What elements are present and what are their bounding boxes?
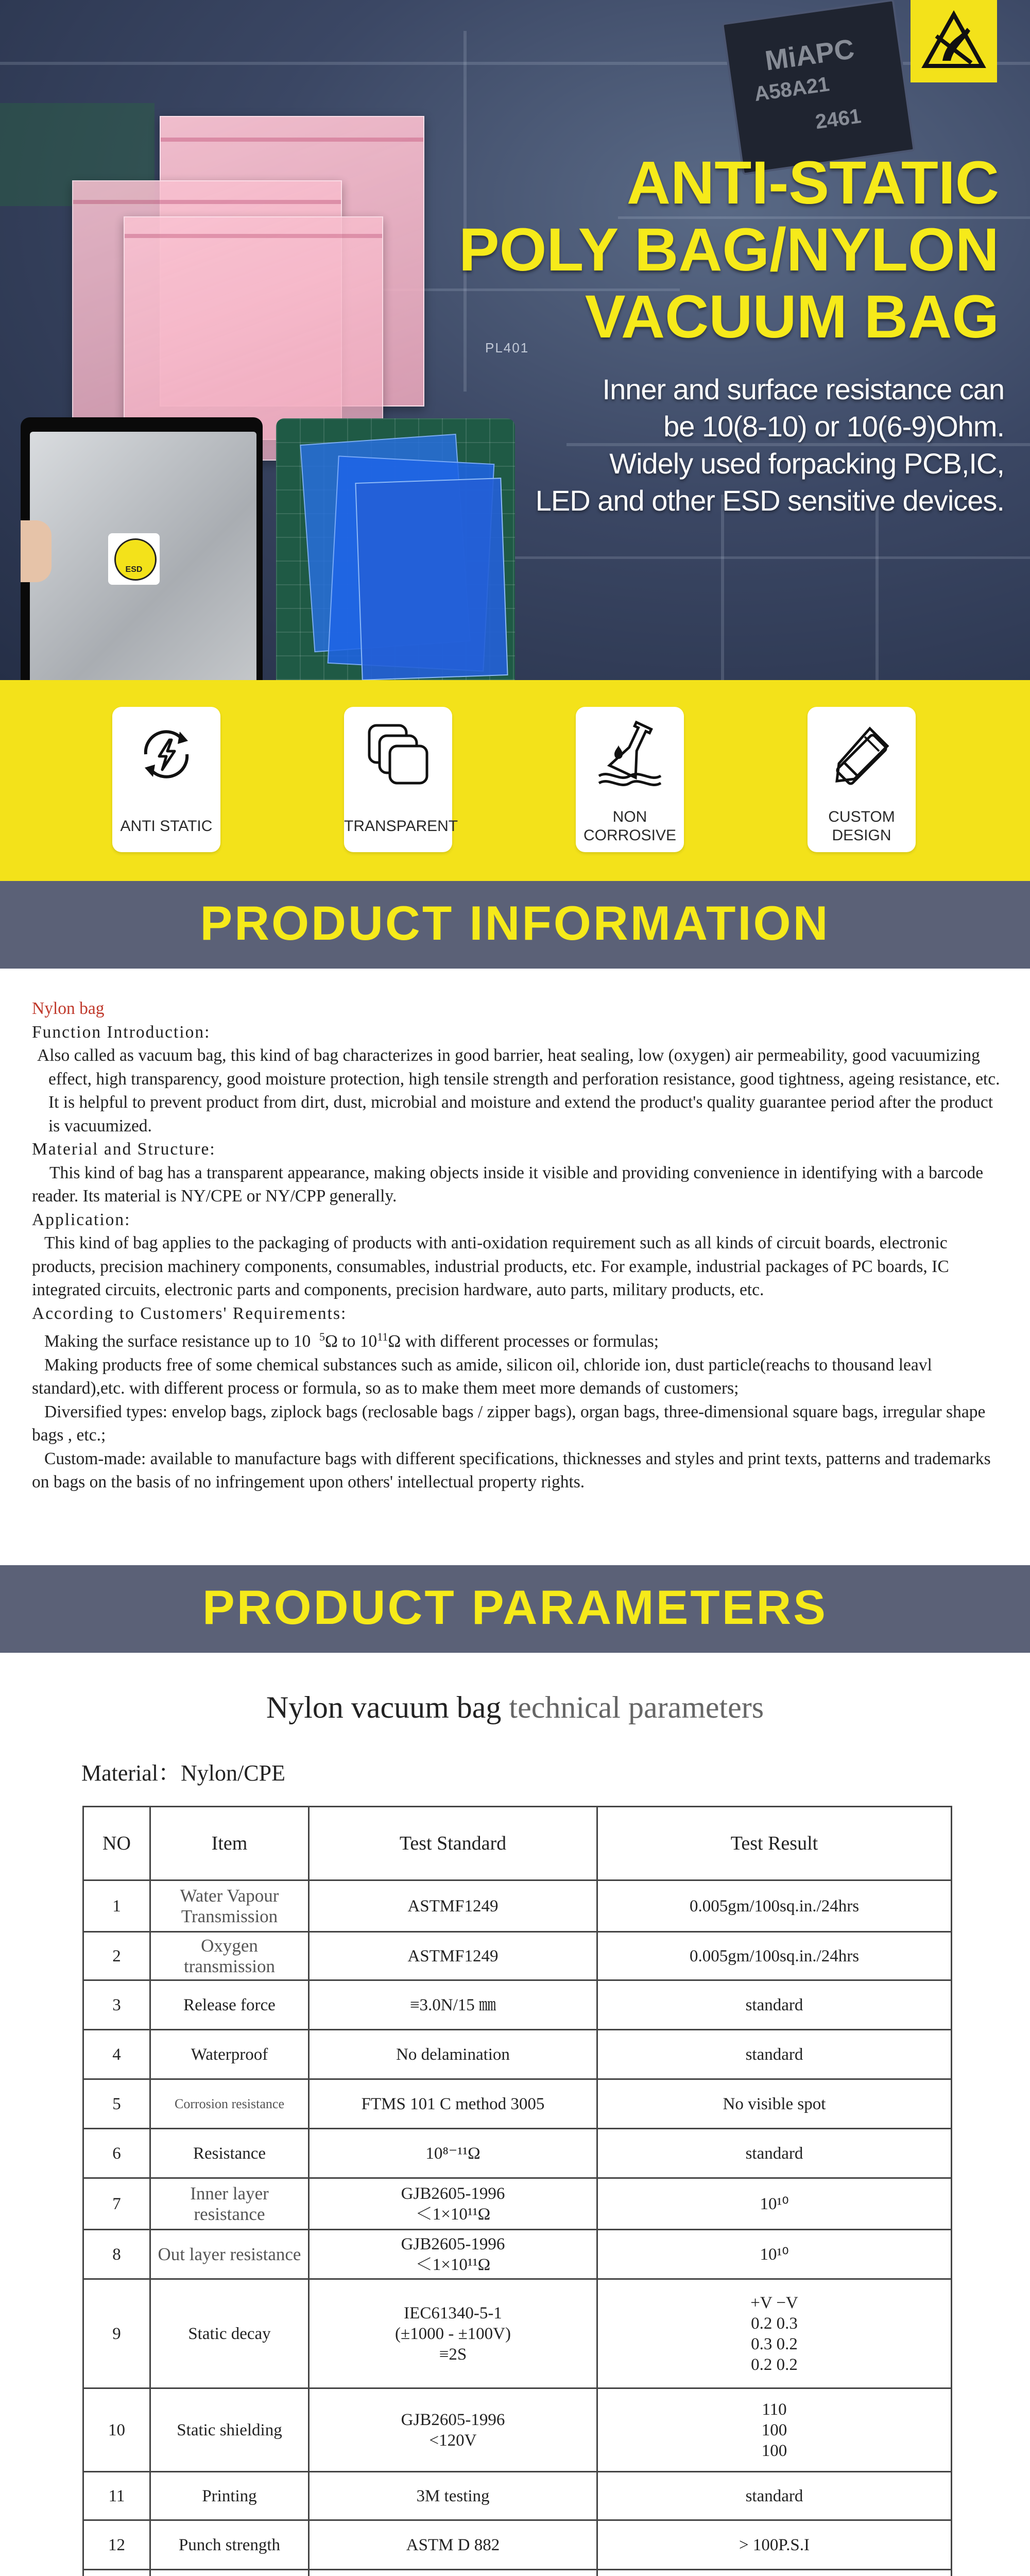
req1-b: Ω to 10 [324, 1332, 377, 1351]
req1-c: Ω with different processes or formulas; [388, 1332, 659, 1351]
table-row [83, 1880, 952, 1932]
cell-no [83, 2570, 150, 2576]
cell-item: Static decay [150, 2279, 309, 2388]
cell-result: +V −V 0.2 0.3 0.3 0.2 0.2 0.2 [597, 2279, 952, 2388]
application-heading: Application: [32, 1210, 131, 1229]
cell-no: 8 [83, 2230, 150, 2279]
product-parameters-header [0, 1565, 1030, 1653]
cell-standard [309, 2570, 597, 2576]
table-row [83, 2472, 952, 2520]
table-row [83, 1980, 952, 2030]
hero-title-line-1: ANTI-STATIC [626, 149, 999, 217]
cell-standard: FTMS 101 C method 3005 [309, 2079, 597, 2129]
table-row [83, 2178, 952, 2230]
anti-static-icon [130, 718, 202, 790]
cell-standard: ≡3.0N/15 ㎜ [309, 1980, 597, 2030]
hero-desc-line-2: be 10(8-10) or 10(6-9)Ohm. [663, 410, 1004, 443]
cell-standard: IEC61340-5-1 (±1000 - ±100V) ≡2S [309, 2279, 597, 2388]
table-row [83, 2570, 952, 2576]
table-title-sub: technical parameters [509, 1690, 764, 1724]
cell-result: 0.005gm/100sq.in./24hrs [597, 1880, 952, 1932]
cell-result: 10¹⁰ [597, 2178, 952, 2230]
req3-text: Diversified types: envelop bags, ziplock bags (reclosable bags / zipper bags), organ bags, three-dimensional square bags, irregular shape bags , etc.; [32, 1402, 986, 1445]
function-heading: Function Introduction: [32, 1022, 211, 1042]
cell-no: 9 [83, 2279, 150, 2388]
transparent-layers-icon [362, 718, 434, 790]
cell-standard: GJB2605-1996 ＜1×10¹¹Ω [309, 2230, 597, 2279]
esd-warning-icon [911, 0, 997, 82]
parameters-table [82, 1806, 952, 2576]
hero-title [443, 149, 999, 350]
cell-result [597, 2570, 952, 2576]
column-header-standard: Test Standard [309, 1807, 597, 1880]
cell-no: 1 [83, 1880, 150, 1932]
feature-label-design: DESIGN [832, 827, 891, 844]
feature-card-anti-static [112, 707, 220, 852]
hero-desc-line-1: Inner and surface resistance can [602, 373, 1004, 405]
product-information-title: PRODUCT INFORMATION [200, 896, 830, 950]
req4-text: Custom-made: available to manufacture bags with different specifications, thicknesses and styles and print texts, patterns and trademarks on bags on the basis of no infringement upon others' intellectual property rights. [32, 1449, 991, 1492]
cell-standard: No delamination [309, 2030, 597, 2079]
cell-item: Waterproof [150, 2030, 309, 2079]
hero-desc-line-3: Widely used forpacking PCB,IC, [609, 447, 1004, 480]
cell-result: 0.005gm/100sq.in./24hrs [597, 1932, 952, 1980]
cell-result: 10¹⁰ [597, 2230, 952, 2279]
esd-sticker-label: ESD [125, 565, 143, 574]
esd-sticker [108, 533, 160, 585]
function-text [32, 1044, 1000, 1138]
requirement-types [32, 1400, 1000, 1447]
hero-title-line-2: POLY BAG/NYLON [458, 216, 999, 284]
cell-result: standard [597, 1980, 952, 2030]
cell-standard: ASTM D 882 [309, 2520, 597, 2570]
chip-label-1: MiAPC [763, 33, 856, 77]
hero-banner [0, 0, 1030, 680]
function-text-content: Also called as vacuum bag, this kind of bag characterizes in good barrier, heat sealing, low (oxygen) air permeability, good vacuumizing effect, high transparency, good moisture protection, high tensile strength and perforation resistance, good tightness, ageing resistance, etc. It is helpful to prevent product from dirt, dust, microbial and moisture and extend the product's quality guarantee period after the product is vacuumized. [37, 1046, 1000, 1136]
column-header-item: Item [150, 1807, 309, 1880]
cell-no: 5 [83, 2079, 150, 2129]
feature-label-anti-static: ANTI STATIC [120, 818, 213, 835]
cell-standard: 3M testing [309, 2472, 597, 2520]
cell-item: Inner layer resistance [150, 2178, 309, 2230]
requirement-resistance [32, 1325, 1000, 1353]
cell-result: No visible spot [597, 2079, 952, 2129]
chip-label-2: A58A21 [752, 73, 831, 106]
cell-item: Static shielding [150, 2388, 309, 2472]
cell-result: standard [597, 2129, 952, 2178]
requirements-heading: According to Customers' Requirements: [32, 1303, 347, 1323]
column-header-result: Test Result [597, 1807, 952, 1880]
cell-standard: 10⁸⁻¹¹Ω [309, 2129, 597, 2178]
custom-design-icon [826, 718, 898, 790]
table-row [83, 2520, 952, 2570]
material-label: Material：Nylon/CPE [81, 1760, 285, 1786]
cell-no: 7 [83, 2178, 150, 2230]
req1-sup2: 11 [377, 1330, 388, 1343]
cell-item: Resistance [150, 2129, 309, 2178]
table-title-main: Nylon vacuum bag [266, 1690, 502, 1724]
cell-item: Water Vapour Transmission [150, 1880, 309, 1932]
table-header-row [83, 1807, 952, 1880]
req1-a: Making the surface resistance up to 10 [44, 1332, 311, 1351]
cell-no: 12 [83, 2520, 150, 2570]
material-text [32, 1161, 1000, 1208]
chip-label-3: 2461 [814, 105, 863, 134]
product-information-header [0, 881, 1030, 969]
req2-text: Making products free of some chemical substances such as amide, silicon oil, chloride ion, dust particle(reachs to thousand leavl standard),etc. with different process or formula, so as to make them meet more demands of customers; [32, 1355, 932, 1398]
table-row [83, 2129, 952, 2178]
cell-standard: ASTMF1249 [309, 1880, 597, 1932]
feature-label-custom-design [808, 808, 916, 845]
column-header-no: NO [83, 1807, 150, 1880]
cell-item: Punch strength [150, 2520, 309, 2570]
feature-label-non: NON [612, 808, 647, 825]
cell-result: 110 100 100 [597, 2388, 952, 2472]
table-row [83, 2388, 952, 2472]
cell-result: > 100P.S.I [597, 2520, 952, 2570]
feature-card-custom-design [808, 707, 916, 852]
cell-item: Release force [150, 1980, 309, 2030]
table-row [83, 1932, 952, 1980]
cell-item: Oxygen transmission [150, 1932, 309, 1980]
feature-label-corrosive: CORROSIVE [583, 827, 677, 844]
cell-result: standard [597, 2472, 952, 2520]
cell-no: 2 [83, 1932, 150, 1980]
cell-no: 6 [83, 2129, 150, 2178]
cell-item [150, 2570, 309, 2576]
cell-item: Out layer resistance [150, 2230, 309, 2279]
feature-card-transparent [344, 707, 458, 852]
material-heading: Material and Structure: [32, 1140, 216, 1159]
feature-label-custom: CUSTOM [828, 808, 895, 825]
cell-item: Corrosion resistance [150, 2079, 309, 2129]
table-title [0, 1690, 1030, 1725]
hero-title-line-3: VACUUM BAG [585, 283, 999, 351]
cell-standard: GJB2605-1996 <120V [309, 2388, 597, 2472]
cell-no: 10 [83, 2388, 150, 2472]
product-information-body [32, 997, 1000, 1494]
material-text-content: This kind of bag has a transparent appearance, making objects inside it visible and providing convenience in identifying with a barcode reader. Its material is NY/CPE or NY/CPP generally. [32, 1163, 984, 1206]
table-row [83, 2279, 952, 2388]
non-corrosive-icon [594, 718, 666, 790]
feature-label-transparent: TRANSPARENT [344, 818, 458, 835]
table-row [83, 2030, 952, 2079]
cell-standard: ASTMF1249 [309, 1932, 597, 1980]
cell-no: 4 [83, 2030, 150, 2079]
cell-item: Printing [150, 2472, 309, 2520]
cell-no: 11 [83, 2472, 150, 2520]
requirement-chemical [32, 1353, 1000, 1400]
cell-no: 3 [83, 1980, 150, 2030]
feature-card-non-corrosive [576, 707, 684, 852]
product-parameters-title: PRODUCT PARAMETERS [202, 1580, 828, 1634]
req1-sup1: 5 [319, 1330, 325, 1343]
table-row [83, 2079, 952, 2129]
hero-desc-line-4: LED and other ESD sensitive devices. [535, 484, 1004, 517]
table-row [83, 2230, 952, 2279]
feature-label-non-corrosive [576, 808, 684, 845]
application-text [32, 1231, 1000, 1302]
application-text-content: This kind of bag applies to the packaging of products with anti-oxidation requirement such as all kinds of circuit boards, electronic products, precision machinery components, consumables, industrial products, etc. For example, industrial packages of PC boards, IC integrated circuits, electronic parts and components, precision hardware, auto parts, military products, etc. [32, 1233, 949, 1299]
pcb-label: PL401 [485, 340, 529, 355]
cell-result: standard [597, 2030, 952, 2079]
clear-bag-photo [21, 417, 263, 680]
cell-standard: GJB2605-1996 ＜1×10¹¹Ω [309, 2178, 597, 2230]
product-name: Nylon bag [32, 999, 105, 1018]
requirement-custom [32, 1447, 1000, 1494]
hero-description [433, 371, 1004, 519]
